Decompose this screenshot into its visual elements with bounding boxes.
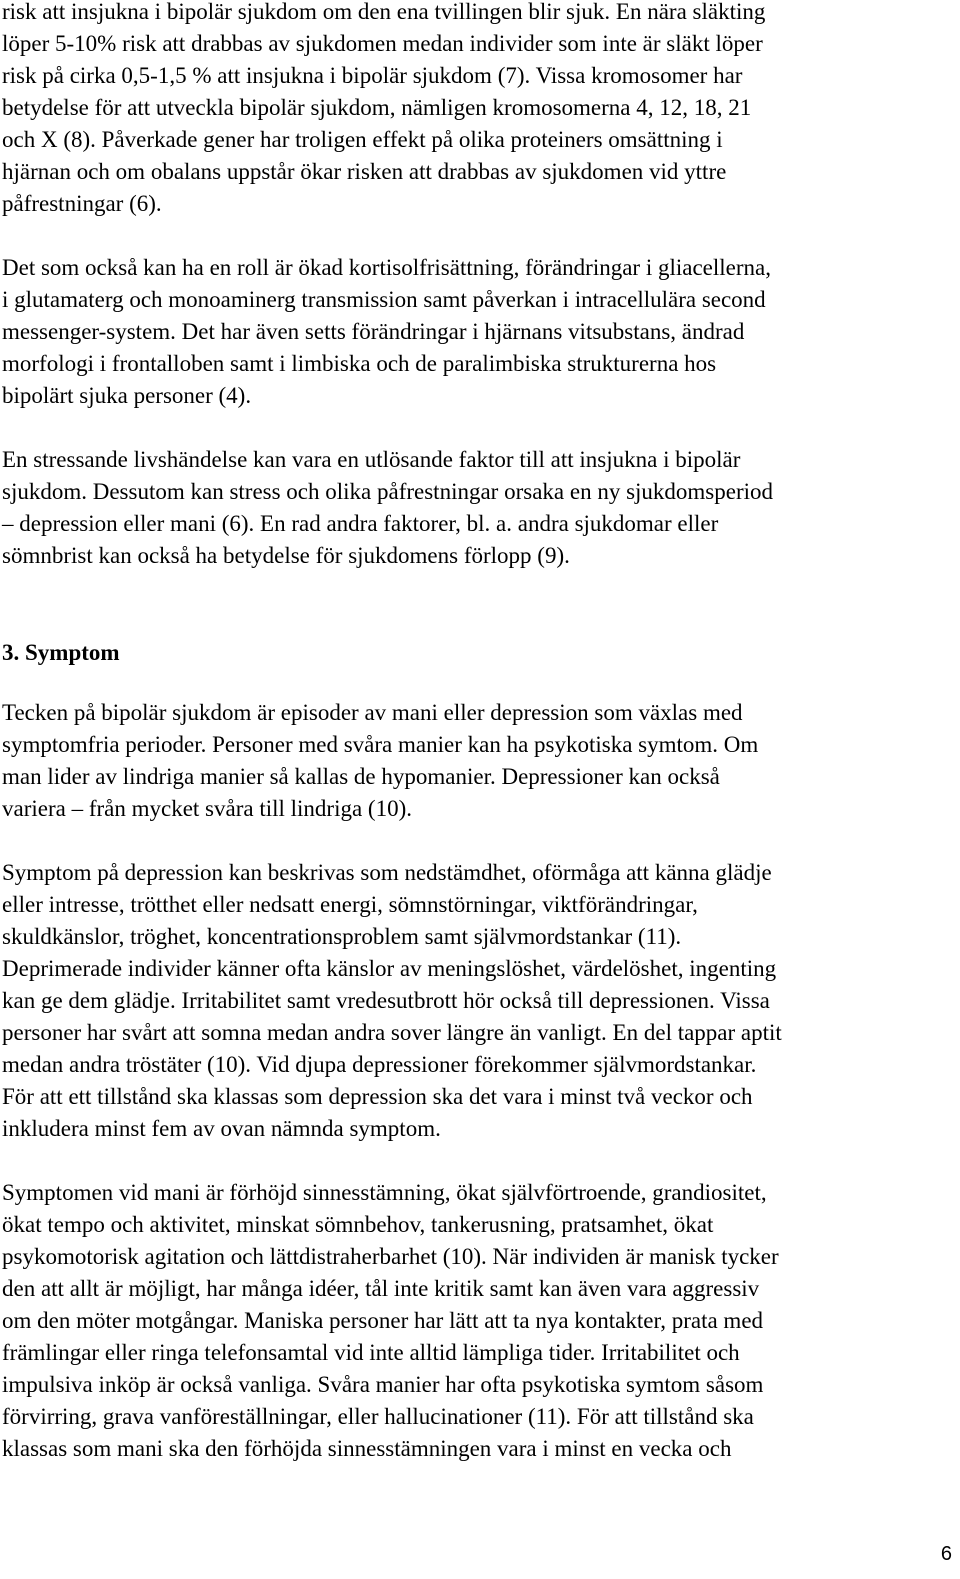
text-line: eller intresse, trötthet eller nedsatt energi, sömnstörningar, viktförändringar, [2, 892, 698, 917]
text-line: – depression eller mani (6). En rad andra faktorer, bl. a. andra sjukdomar eller [2, 511, 719, 536]
page-number: 6 [940, 1543, 952, 1565]
text-line: påfrestningar (6). [2, 191, 162, 216]
text-line: En stressande livshändelse kan vara en utlösande faktor till att insjukna i bipolär [2, 447, 741, 472]
text-line: personer har svårt att somna medan andra sover längre än vanligt. En del tappar aptit [2, 1020, 782, 1045]
text-line: variera – från mycket svåra till lindriga (10). [2, 796, 413, 821]
text-line: morfologi i frontalloben samt i limbiska och de paralimbiska strukturerna hos [2, 351, 717, 376]
paragraph-mania-symptoms [2, 1177, 779, 1465]
paragraph-genetic-risk [2, 0, 765, 220]
text-line: betydelse för att utveckla bipolär sjukdom, nämligen kromosomerna 4, 12, 18, 21 [2, 95, 752, 120]
paragraph-depression-symptoms [2, 857, 782, 1145]
paragraph-symptom-intro [2, 697, 758, 825]
text-line: kan ge dem glädje. Irritabilitet samt vredesutbrott hör också till depressionen. Vissa [2, 988, 770, 1013]
text-line: ökat tempo och aktivitet, minskat sömnbehov, tankerusning, pratsamhet, ökat [2, 1212, 714, 1237]
text-line: Symptom på depression kan beskrivas som nedstämdhet, oförmåga att känna glädje [2, 860, 772, 885]
text-line: bipolärt sjuka personer (4). [2, 383, 252, 408]
section-heading: 3. Symptom [2, 640, 120, 665]
text-line: i glutamaterg och monoaminerg transmission samt påverkan i intracellulära second [2, 287, 766, 312]
paragraph-brain-changes [2, 252, 771, 412]
text-line: förvirring, grava vanföreställningar, eller hallucinationer (11). För att tillstånd ska [2, 1404, 754, 1429]
text-line: Det som också kan ha en roll är ökad kortisolfrisättning, förändringar i gliacellerna, [2, 255, 771, 280]
text-line: symptomfria perioder. Personer med svåra manier kan ha psykotiska symtom. Om [2, 732, 759, 757]
text-line: Symptomen vid mani är förhöjd sinnesstämning, ökat självförtroende, grandiositet, [2, 1180, 767, 1205]
text-line: messenger-system. Det har även setts förändringar i hjärnans vitsubstans, ändrad [2, 319, 745, 344]
text-line: man lider av lindriga manier så kallas de hypomanier. Depressioner kan också [2, 764, 720, 789]
text-line: skuldkänslor, tröghet, koncentrationsproblem samt självmordstankar (11). [2, 924, 682, 949]
text-line: risk på cirka 0,5-1,5 % att insjukna i bipolär sjukdom (7). Vissa kromosomer har [2, 63, 743, 88]
text-line: impulsiva inköp är också vanliga. Svåra manier har ofta psykotiska symtom såsom [2, 1372, 764, 1397]
text-line: sjukdom. Dessutom kan stress och olika påfrestningar orsaka en ny sjukdomsperiod [2, 479, 774, 504]
text-line: Tecken på bipolär sjukdom är episoder av mani eller depression som växlas med [2, 700, 743, 725]
text-line: sömnbrist kan också ha betydelse för sjukdomens förlopp (9). [2, 543, 570, 568]
text-line: medan andra tröstäter (10). Vid djupa depressioner förekommer självmordstankar. [2, 1052, 757, 1077]
text-line: om den möter motgångar. Maniska personer har lätt att ta nya kontakter, prata med [2, 1308, 764, 1333]
text-line: hjärnan och om obalans uppstår ökar risken att drabbas av sjukdomen vid yttre [2, 159, 727, 184]
text-line: För att ett tillstånd ska klassas som depression ska det vara i minst två veckor och [2, 1084, 753, 1109]
text-line: Deprimerade individer känner ofta känslor av meningslöshet, värdelöshet, ingenting [2, 956, 777, 981]
text-line: löper 5-10% risk att drabbas av sjukdomen medan individer som inte är släkt löper [2, 31, 763, 56]
text-line: klassas som mani ska den förhöjda sinnesstämningen vara i minst en vecka och [2, 1436, 732, 1461]
text-line: och X (8). Påverkade gener har troligen effekt på olika proteiners omsättning i [2, 127, 723, 152]
text-line: inkludera minst fem av ovan nämnda symptom. [2, 1116, 441, 1141]
text-line: främlingar eller ringa telefonsamtal vid inte alltid lämpliga tider. Irritabilitet och [2, 1340, 740, 1365]
text-line: den att allt är möjligt, har många idéer, tål inte kritik samt kan även vara aggressiv [2, 1276, 760, 1301]
paragraph-stress-factors [2, 444, 773, 572]
text-line: psykomotorisk agitation och lättdistraherbarhet (10). När individen är manisk tycker [2, 1244, 779, 1269]
text-line: risk att insjukna i bipolär sjukdom om den ena tvillingen blir sjuk. En nära släkting [2, 0, 766, 24]
